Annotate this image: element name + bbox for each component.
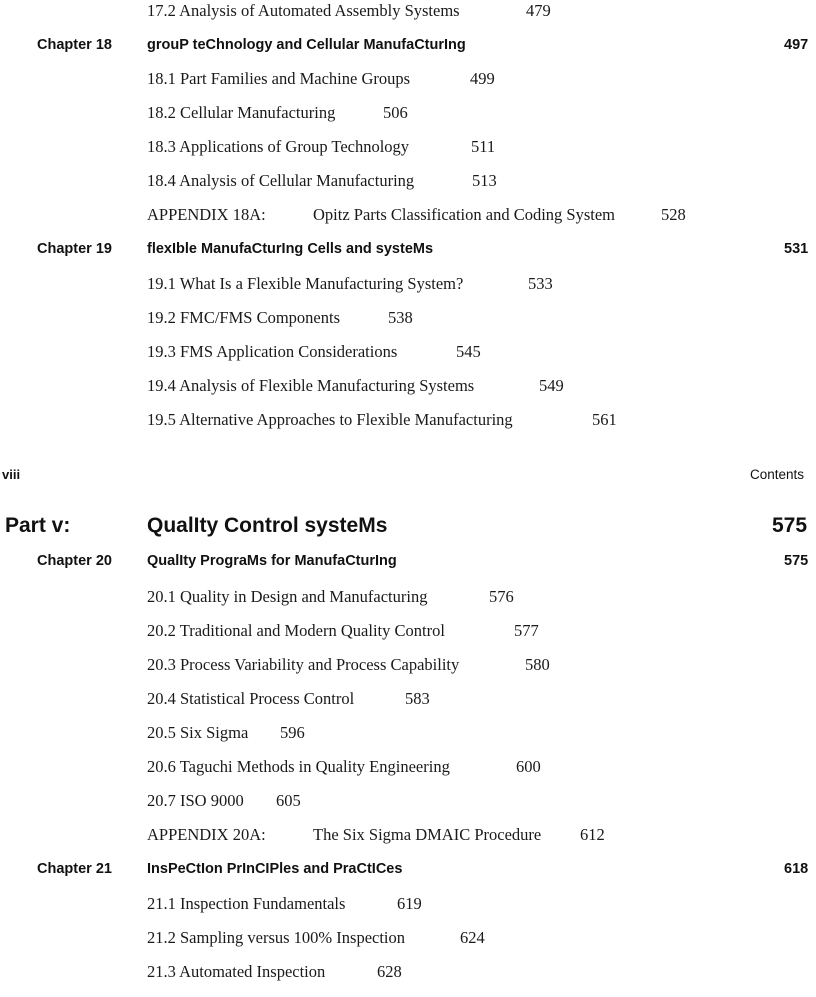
toc-section-title: 18.2 Cellular Manufacturing [147,103,336,122]
chapter-label: Chapter 21 [37,861,112,877]
part-label: Part v: [5,514,71,537]
toc-section-title: 20.6 Taguchi Methods in Quality Engineering [147,757,450,776]
toc-section-title: 20.4 Statistical Process Control [147,689,355,708]
chapter-page: 575 [784,553,809,569]
toc-section-title: 20.7 ISO 9000 [147,791,244,810]
toc-section-page: 577 [514,621,539,640]
toc-section-title: 18.3 Applications of Group Technology [147,137,410,156]
toc-section-page: 533 [528,274,553,293]
toc-section-title: 21.1 Inspection Fundamentals [147,894,346,913]
toc-section-title: 18.4 Analysis of Cellular Manufacturing [147,171,415,190]
toc-section-title: 19.2 FMC/FMS Components [147,308,341,327]
appendix-page: 612 [580,825,605,844]
page-numeral: viii [2,467,21,482]
toc-section-title: 20.3 Process Variability and Process Capability [147,655,460,674]
toc-section-title: 20.1 Quality in Design and Manufacturing [147,587,428,606]
toc-section-title: 18.1 Part Families and Machine Groups [147,69,411,88]
appendix-page: 528 [661,205,686,224]
toc-section-page: 511 [471,137,496,156]
toc-section-title: 21.2 Sampling versus 100% Inspection [147,928,406,947]
toc-section-title: 17.2 Analysis of Automated Assembly Systems [147,1,460,20]
toc-section-page: 545 [456,342,481,361]
appendix-title: Opitz Parts Classification and Coding System [313,205,616,224]
chapter-title: flexIble ManufaCturIng Cells and systeMs [147,241,434,257]
toc-section-page: 596 [280,723,305,742]
toc-section-page: 580 [525,655,550,674]
toc-section-title: 19.5 Alternative Approaches to Flexible Manufacturing [147,410,513,429]
toc-section-title: 19.4 Analysis of Flexible Manufacturing Systems [147,376,475,395]
toc-section-page: 561 [592,410,617,429]
toc-section-page: 600 [516,757,541,776]
chapter-page: 618 [784,861,809,877]
toc-section-title: 19.3 FMS Application Considerations [147,342,398,361]
toc-section-page: 605 [276,791,301,810]
toc-section-page: 506 [383,103,408,122]
appendix-title: The Six Sigma DMAIC Procedure [313,825,542,844]
toc-section-page: 624 [460,928,485,947]
chapter-title: InsPeCtIon PrInCIPles and PraCtICes [147,861,403,877]
toc-section-page: 538 [388,308,413,327]
toc-section-page: 576 [489,587,514,606]
toc-section-page: 549 [539,376,564,395]
part-page: 575 [772,514,808,537]
chapter-title: QualIty PrograMs for ManufaCturIng [147,553,397,569]
chapter-label: Chapter 19 [37,241,112,257]
running-title: Contents [750,467,805,482]
toc-section-title: 20.5 Six Sigma [147,723,249,742]
toc-section-page: 583 [405,689,430,708]
toc-section-page: 513 [472,171,497,190]
toc-section-page: 628 [377,962,402,981]
chapter-page: 497 [784,37,809,53]
toc-section-page: 479 [526,1,551,20]
appendix-label: APPENDIX 20A: [147,825,266,844]
chapter-page: 531 [784,241,809,257]
appendix-label: APPENDIX 18A: [147,205,266,224]
part-title: QualIty Control systeMs [147,514,388,537]
chapter-title: grouP teChnology and Cellular ManufaCturIng [147,37,466,53]
chapter-label: Chapter 20 [37,553,112,569]
toc-section-title: 21.3 Automated Inspection [147,962,326,981]
toc-section-title: 19.1 What Is a Flexible Manufacturing System? [147,274,464,293]
chapter-label: Chapter 18 [37,37,112,53]
toc-section-title: 20.2 Traditional and Modern Quality Control [147,621,445,640]
toc-section-page: 619 [397,894,422,913]
toc-section-page: 499 [470,69,495,88]
